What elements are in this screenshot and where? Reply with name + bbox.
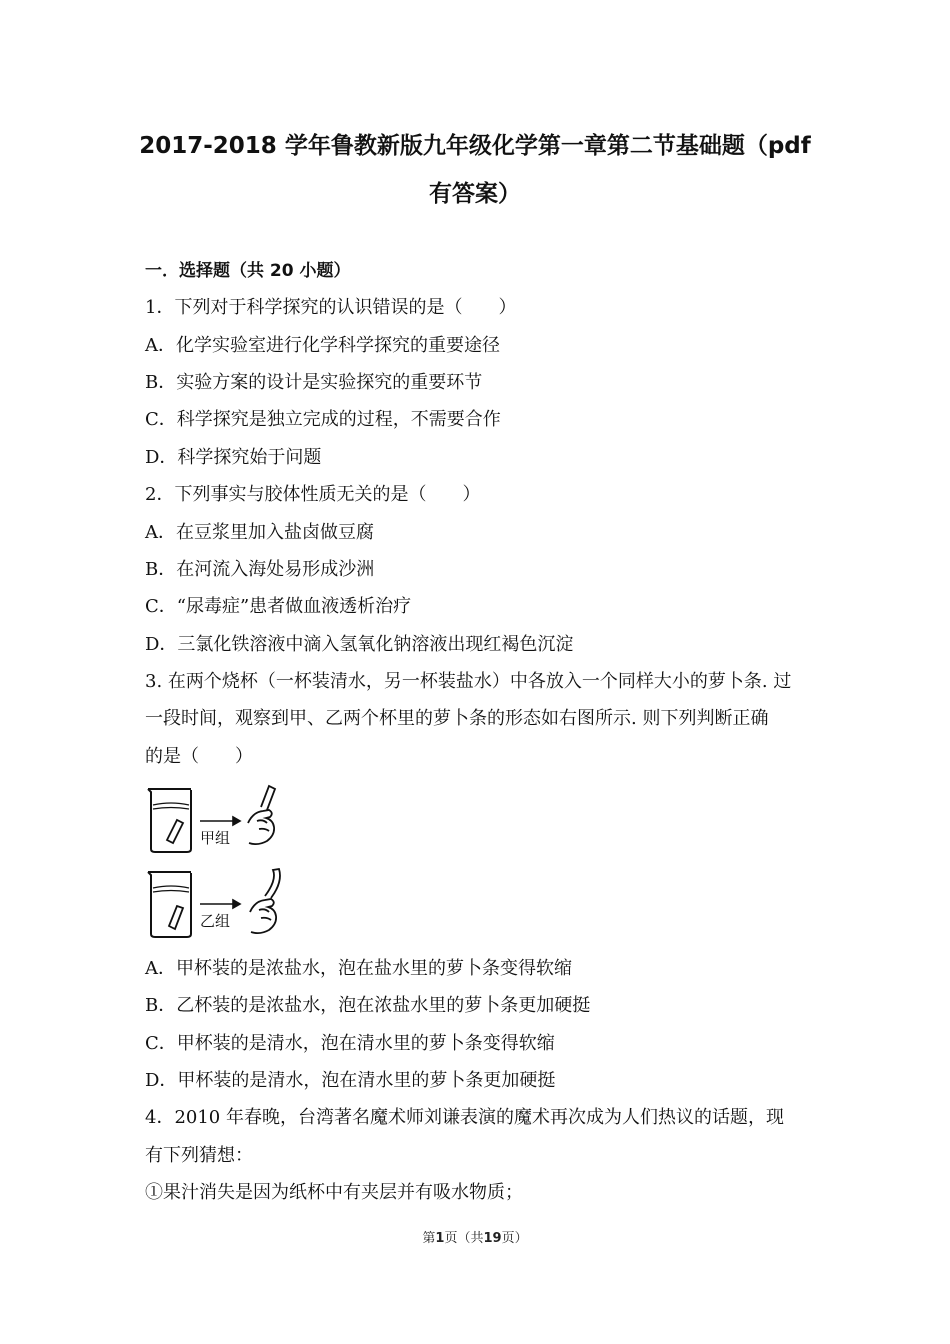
question-2-option-c: C．“尿毒症”患者做血液透析治疗 xyxy=(145,596,412,617)
section-heading: 一．选择题（共 20 小题） xyxy=(145,261,351,281)
question-2-option-a: A．在豆浆里加入盐卤做豆腐 xyxy=(145,522,374,543)
question-3-option-c: C．甲杯装的是清水，泡在清水里的萝卜条变得软缩 xyxy=(145,1033,555,1054)
footer-prefix: 第 xyxy=(422,1231,436,1246)
question-1-option-c: C．科学探究是独立完成的过程，不需要合作 xyxy=(145,409,501,430)
page-footer xyxy=(0,1227,950,1246)
question-3-option-a: A．甲杯装的是浓盐水，泡在盐水里的萝卜条变得软缩 xyxy=(145,958,572,979)
figure-label-yi: 乙组 xyxy=(200,912,231,930)
footer-total-pages: 19 xyxy=(483,1231,502,1246)
footer-mid: 页（共 xyxy=(444,1231,484,1246)
figure-group-yi xyxy=(145,866,285,941)
footer-page-number: 1 xyxy=(435,1231,445,1246)
document-title-line-1: 2017-2018 学年鲁教新版九年级化学第一章第二节基础题（pdf xyxy=(139,133,811,159)
beaker-icon xyxy=(148,789,191,852)
question-4-stem-line-1: 4．2010 年春晚，台湾著名魔术师刘谦表演的魔术再次成为人们热议的话题，现 xyxy=(145,1107,784,1128)
question-3-stem-line-3: 的是（ ） xyxy=(145,746,253,767)
arrow-icon xyxy=(200,817,240,825)
question-4-stem-line-2: 有下列猜想： xyxy=(145,1145,253,1166)
arrow-icon xyxy=(200,900,240,908)
figure-group-jia xyxy=(145,783,285,855)
question-2-option-d: D．三氯化铁溶液中滴入氢氧化钠溶液出现红褐色沉淀 xyxy=(145,634,574,655)
hand-holding-stiff-strip-icon xyxy=(248,786,275,844)
document-title-line-2: 有答案） xyxy=(429,181,521,207)
question-3-stem-line-1: 3. 在两个烧杯（一杯装清水，另一杯装盐水）中各放入一个同样大小的萝卜条. 过 xyxy=(145,671,792,692)
question-4-guess-1: ①果汁消失是因为纸杯中有夹层并有吸水物质； xyxy=(145,1182,523,1203)
question-3-option-b: B．乙杯装的是浓盐水，泡在浓盐水里的萝卜条更加硬挺 xyxy=(145,995,591,1016)
question-1-option-a: A．化学实验室进行化学科学探究的重要途径 xyxy=(145,335,500,356)
question-3-stem-line-2: 一段时间，观察到甲、乙两个杯里的萝卜条的形态如右图所示. 则下列判断正确 xyxy=(145,708,769,729)
question-2-option-b: B．在河流入海处易形成沙洲 xyxy=(145,559,375,580)
hand-holding-limp-strip-icon xyxy=(250,869,280,933)
figure-label-jia: 甲组 xyxy=(200,829,231,847)
radish-strip-icon xyxy=(169,906,183,929)
question-2-stem: 2．下列事实与胶体性质无关的是（ ） xyxy=(145,484,481,505)
question-3-option-d: D．甲杯装的是清水，泡在清水里的萝卜条更加硬挺 xyxy=(145,1070,556,1091)
question-1-option-d: D．科学探究始于问题 xyxy=(145,447,322,468)
question-1-option-b: B．实验方案的设计是实验探究的重要环节 xyxy=(145,372,483,393)
question-1-stem: 1．下列对于科学探究的认识错误的是（ ） xyxy=(145,297,517,318)
radish-strip-icon xyxy=(167,820,183,843)
footer-suffix: 页） xyxy=(501,1231,528,1246)
